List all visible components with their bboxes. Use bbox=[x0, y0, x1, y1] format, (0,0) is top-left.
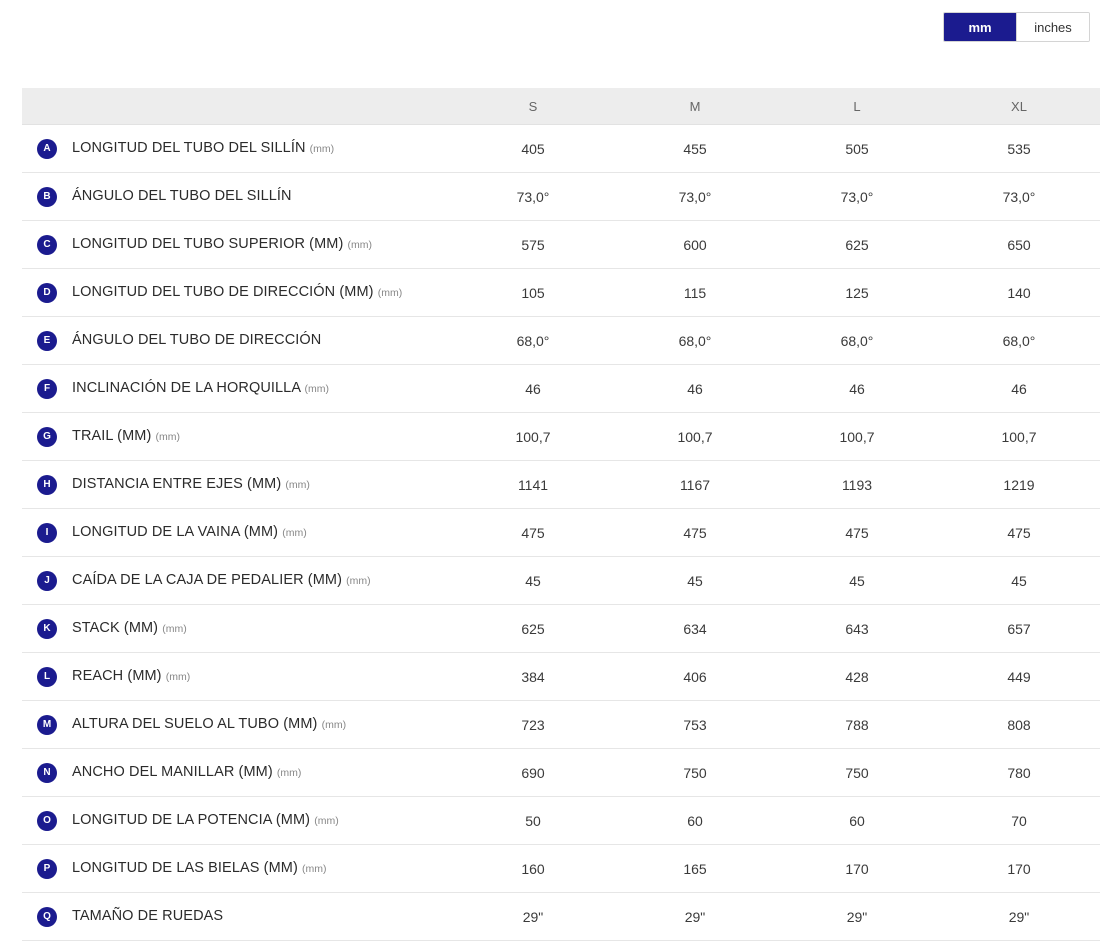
measure-label: ANCHO DEL MANILLAR (MM) bbox=[72, 764, 273, 781]
value-cell-l: 643 bbox=[845, 620, 869, 637]
table-header-row bbox=[22, 88, 1100, 125]
value-cell-l: 68,0° bbox=[840, 332, 874, 349]
measure-unit: (mm) bbox=[285, 479, 310, 492]
measure-label: ÁNGULO DEL TUBO DEL SILLÍN bbox=[72, 188, 292, 205]
value-cell-s: 105 bbox=[521, 284, 545, 301]
table-row bbox=[22, 173, 1100, 221]
letter-badge: N bbox=[37, 763, 57, 783]
letter-badge: M bbox=[37, 715, 57, 735]
measure-label-cell bbox=[72, 317, 452, 365]
measure-label-cell bbox=[72, 749, 452, 797]
table-row bbox=[22, 605, 1100, 653]
measure-label: CAÍDA DE LA CAJA DE PEDALIER (MM) bbox=[72, 572, 343, 589]
table-row bbox=[22, 797, 1100, 845]
value-cell-s: 29" bbox=[522, 908, 544, 925]
value-cell-m: 46 bbox=[687, 380, 703, 397]
measure-label: DISTANCIA ENTRE EJES (MM) bbox=[72, 476, 282, 493]
row-badge-cell bbox=[22, 701, 72, 749]
value-cell-s: 625 bbox=[521, 620, 545, 637]
row-badge-cell bbox=[22, 173, 72, 221]
value-cell-l: 625 bbox=[845, 236, 869, 253]
value-cell-xl: 140 bbox=[1007, 284, 1031, 301]
value-cell-s: 68,0° bbox=[516, 332, 550, 349]
geometry-table-wrapper bbox=[22, 88, 1088, 941]
measure-label-cell bbox=[72, 653, 452, 701]
unit-option-mm[interactable]: mm bbox=[944, 13, 1016, 41]
value-cell-s: 723 bbox=[521, 716, 545, 733]
measure-label-cell bbox=[72, 461, 452, 509]
table-row bbox=[22, 365, 1100, 413]
measure-label-cell bbox=[72, 797, 452, 845]
value-cell-s: 475 bbox=[521, 524, 545, 541]
table-row bbox=[22, 125, 1100, 173]
value-cell-l: 73,0° bbox=[840, 188, 874, 205]
table-row bbox=[22, 845, 1100, 893]
measure-label: TRAIL (MM) bbox=[72, 428, 152, 445]
row-badge-cell bbox=[22, 221, 72, 269]
letter-badge: O bbox=[37, 811, 57, 831]
value-cell-m: 100,7 bbox=[677, 428, 713, 445]
letter-badge: L bbox=[37, 667, 57, 687]
value-cell-l: 475 bbox=[845, 524, 869, 541]
measure-unit: (mm) bbox=[314, 815, 339, 828]
value-cell-xl: 46 bbox=[1011, 380, 1027, 397]
table-row bbox=[22, 749, 1100, 797]
value-cell-l: 60 bbox=[849, 812, 865, 829]
value-cell-xl: 70 bbox=[1011, 812, 1027, 829]
row-badge-cell bbox=[22, 797, 72, 845]
measure-label-cell bbox=[72, 365, 452, 413]
column-header-l: L bbox=[776, 88, 938, 125]
value-cell-m: 600 bbox=[683, 236, 707, 253]
value-cell-m: 634 bbox=[683, 620, 707, 637]
value-cell-s: 46 bbox=[525, 380, 541, 397]
letter-badge: D bbox=[37, 283, 57, 303]
value-cell-m: 753 bbox=[683, 716, 707, 733]
table-row bbox=[22, 557, 1100, 605]
value-cell-m: 68,0° bbox=[678, 332, 712, 349]
unit-option-inches[interactable]: inches bbox=[1016, 13, 1089, 41]
measure-label-cell bbox=[72, 269, 452, 317]
value-cell-s: 100,7 bbox=[515, 428, 551, 445]
table-head bbox=[22, 88, 1100, 125]
value-cell-l: 1193 bbox=[841, 476, 873, 493]
measure-label-cell bbox=[72, 701, 452, 749]
measure-label-cell bbox=[72, 125, 452, 173]
value-cell-xl: 808 bbox=[1007, 716, 1031, 733]
unit-toggle[interactable] bbox=[943, 12, 1090, 42]
value-cell-xl: 45 bbox=[1011, 572, 1027, 589]
value-cell-xl: 780 bbox=[1007, 764, 1031, 781]
measure-label: ÁNGULO DEL TUBO DE DIRECCIÓN bbox=[72, 332, 322, 349]
letter-badge: F bbox=[37, 379, 57, 399]
letter-badge: G bbox=[37, 427, 57, 447]
value-cell-xl: 170 bbox=[1007, 860, 1031, 877]
table-row bbox=[22, 413, 1100, 461]
measure-unit: (mm) bbox=[346, 575, 371, 588]
letter-badge: I bbox=[37, 523, 57, 543]
table-row bbox=[22, 653, 1100, 701]
value-cell-m: 115 bbox=[683, 284, 707, 301]
value-cell-s: 690 bbox=[521, 764, 545, 781]
value-cell-s: 1141 bbox=[517, 476, 549, 493]
measure-label-cell bbox=[72, 221, 452, 269]
row-badge-cell bbox=[22, 605, 72, 653]
letter-badge: C bbox=[37, 235, 57, 255]
row-badge-cell bbox=[22, 749, 72, 797]
letter-badge: K bbox=[37, 619, 57, 639]
column-header-s: S bbox=[452, 88, 614, 125]
letter-badge: A bbox=[37, 139, 57, 159]
value-cell-s: 160 bbox=[521, 860, 545, 877]
row-badge-cell bbox=[22, 269, 72, 317]
value-cell-s: 575 bbox=[521, 236, 545, 253]
value-cell-m: 475 bbox=[683, 524, 707, 541]
table-body bbox=[22, 125, 1100, 941]
letter-badge: E bbox=[37, 331, 57, 351]
measure-label-cell bbox=[72, 893, 452, 941]
row-badge-cell bbox=[22, 509, 72, 557]
value-cell-m: 73,0° bbox=[678, 188, 712, 205]
measure-unit: (mm) bbox=[377, 287, 403, 300]
measure-label-cell bbox=[72, 413, 452, 461]
column-header-measure bbox=[72, 88, 452, 125]
value-cell-xl: 449 bbox=[1007, 668, 1031, 685]
value-cell-l: 788 bbox=[845, 716, 869, 733]
value-cell-m: 1167 bbox=[679, 476, 711, 493]
measure-label: INCLINACIÓN DE LA HORQUILLA bbox=[72, 380, 301, 397]
row-badge-cell bbox=[22, 125, 72, 173]
table-row bbox=[22, 509, 1100, 557]
row-badge-cell bbox=[22, 557, 72, 605]
value-cell-l: 100,7 bbox=[839, 428, 875, 445]
value-cell-s: 45 bbox=[525, 572, 541, 589]
row-badge-cell bbox=[22, 845, 72, 893]
table-row bbox=[22, 461, 1100, 509]
value-cell-m: 60 bbox=[687, 812, 703, 829]
measure-unit: (mm) bbox=[282, 527, 307, 540]
value-cell-xl: 535 bbox=[1007, 140, 1031, 157]
value-cell-xl: 650 bbox=[1007, 236, 1031, 253]
value-cell-l: 428 bbox=[845, 668, 869, 685]
value-cell-m: 406 bbox=[683, 668, 707, 685]
measure-label: LONGITUD DEL TUBO SUPERIOR (MM) bbox=[72, 236, 344, 253]
value-cell-m: 750 bbox=[683, 764, 707, 781]
value-cell-s: 405 bbox=[521, 140, 545, 157]
column-header-m: M bbox=[614, 88, 776, 125]
value-cell-l: 170 bbox=[845, 860, 869, 877]
letter-badge: B bbox=[37, 187, 57, 207]
value-cell-xl: 68,0° bbox=[1002, 332, 1036, 349]
measure-unit: (mm) bbox=[321, 719, 347, 732]
letter-badge: Q bbox=[37, 907, 57, 927]
measure-label-cell bbox=[72, 173, 452, 221]
value-cell-s: 384 bbox=[521, 668, 545, 685]
row-badge-cell bbox=[22, 893, 72, 941]
measure-label: STACK (MM) bbox=[72, 620, 159, 637]
measure-label-cell bbox=[72, 845, 452, 893]
value-cell-l: 750 bbox=[845, 764, 869, 781]
value-cell-l: 46 bbox=[849, 380, 865, 397]
column-header-badge bbox=[22, 88, 72, 125]
table-row bbox=[22, 221, 1100, 269]
measure-label: TAMAÑO DE RUEDAS bbox=[72, 908, 224, 925]
letter-badge: J bbox=[37, 571, 57, 591]
value-cell-m: 45 bbox=[687, 572, 703, 589]
row-badge-cell bbox=[22, 317, 72, 365]
measure-label-cell bbox=[72, 557, 452, 605]
measure-label: LONGITUD DE LA VAINA (MM) bbox=[72, 524, 279, 541]
table-row bbox=[22, 701, 1100, 749]
measure-unit: (mm) bbox=[162, 623, 187, 636]
row-badge-cell bbox=[22, 653, 72, 701]
measure-label: LONGITUD DEL TUBO DE DIRECCIÓN (MM) bbox=[72, 284, 374, 301]
value-cell-l: 29" bbox=[846, 908, 868, 925]
value-cell-xl: 100,7 bbox=[1001, 428, 1037, 445]
column-header-xl: XL bbox=[938, 88, 1100, 125]
value-cell-s: 50 bbox=[525, 812, 541, 829]
value-cell-xl: 657 bbox=[1007, 620, 1031, 637]
value-cell-l: 505 bbox=[845, 140, 869, 157]
value-cell-s: 73,0° bbox=[516, 188, 550, 205]
row-badge-cell bbox=[22, 413, 72, 461]
value-cell-xl: 29" bbox=[1008, 908, 1030, 925]
measure-label-cell bbox=[72, 605, 452, 653]
measure-unit: (mm) bbox=[302, 863, 327, 876]
measure-label: LONGITUD DE LA POTENCIA (MM) bbox=[72, 812, 311, 829]
value-cell-m: 165 bbox=[683, 860, 707, 877]
geometry-table bbox=[22, 88, 1100, 941]
value-cell-xl: 1219 bbox=[1003, 476, 1035, 493]
letter-badge: H bbox=[37, 475, 57, 495]
measure-label-cell bbox=[72, 509, 452, 557]
measure-unit: (mm) bbox=[155, 431, 181, 444]
value-cell-xl: 73,0° bbox=[1002, 188, 1036, 205]
table-row bbox=[22, 317, 1100, 365]
row-badge-cell bbox=[22, 461, 72, 509]
measure-label: LONGITUD DE LAS BIELAS (MM) bbox=[72, 860, 298, 877]
table-row bbox=[22, 269, 1100, 317]
measure-unit: (mm) bbox=[347, 239, 373, 252]
value-cell-m: 455 bbox=[683, 140, 707, 157]
measure-label: REACH (MM) bbox=[72, 668, 162, 685]
measure-unit: (mm) bbox=[304, 383, 329, 396]
value-cell-l: 45 bbox=[849, 572, 865, 589]
value-cell-m: 29" bbox=[684, 908, 706, 925]
table-row bbox=[22, 893, 1100, 941]
measure-label: ALTURA DEL SUELO AL TUBO (MM) bbox=[72, 716, 318, 733]
measure-unit: (mm) bbox=[165, 671, 191, 684]
measure-unit: (mm) bbox=[309, 143, 335, 156]
row-badge-cell bbox=[22, 365, 72, 413]
value-cell-xl: 475 bbox=[1007, 524, 1031, 541]
measure-unit: (mm) bbox=[276, 767, 302, 780]
value-cell-l: 125 bbox=[845, 284, 869, 301]
letter-badge: P bbox=[37, 859, 57, 879]
measure-label: LONGITUD DEL TUBO DEL SILLÍN bbox=[72, 140, 306, 157]
